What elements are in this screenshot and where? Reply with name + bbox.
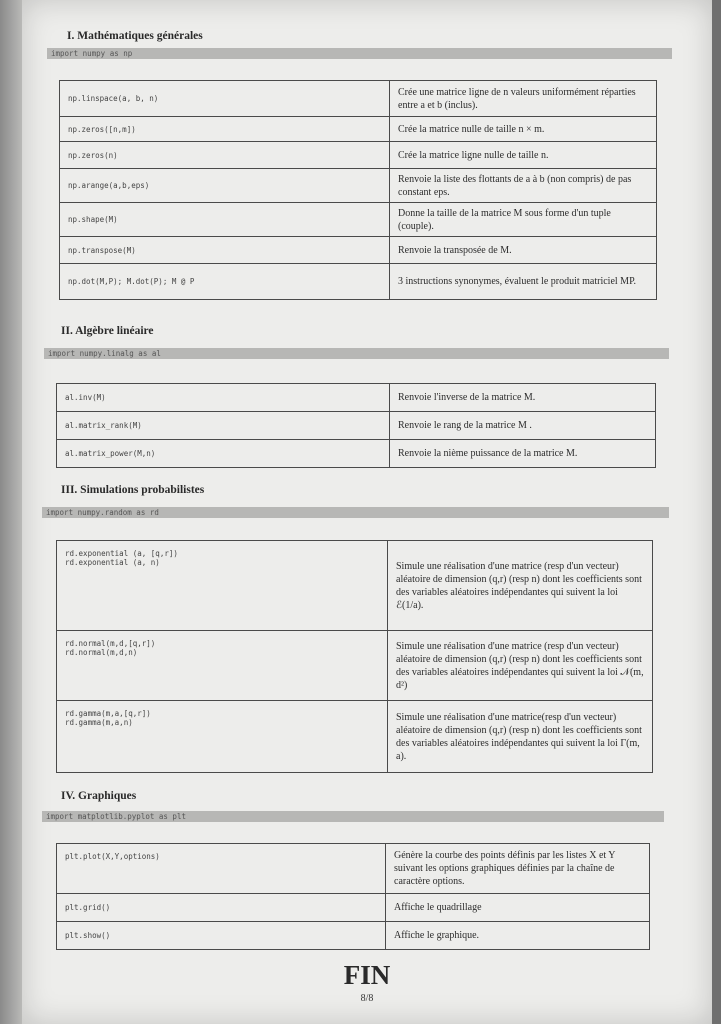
page-number: 8/8 — [360, 993, 374, 1004]
code-cell: rd.gamma(m,a,[q,r]) rd.gamma(m,a,n) — [57, 701, 388, 773]
table-probability — [56, 540, 653, 773]
description-cell: Renvoie la liste des flottants de a à b (non compris) de pas constant eps. — [390, 169, 657, 203]
table-row — [57, 440, 656, 468]
section-title-math: I. Mathématiques générales — [67, 30, 203, 42]
table-row — [60, 264, 657, 300]
table-row — [57, 844, 650, 894]
description-cell: Crée la matrice ligne nulle de taille n. — [390, 142, 657, 169]
section-title-graphics: IV. Graphiques — [61, 790, 137, 802]
page-edge — [0, 0, 22, 1024]
table-row — [60, 237, 657, 264]
code-cell: np.transpose(M) — [60, 237, 390, 264]
description-cell: Simule une réalisation d'une matrice (resp d'un vecteur) aléatoire de dimension (q,r) (resp n) dont les coefficients sont des variables aléatoires indépendantes qui suivent la loi ℰ(1/a). — [388, 541, 653, 631]
code-cell: np.linspace(a, b, n) — [60, 81, 390, 117]
table-row — [57, 922, 650, 950]
code-cell: al.inv(M) — [57, 384, 390, 412]
description-cell: 3 instructions synonymes, évaluent le produit matriciel MP. — [390, 264, 657, 300]
description-cell: Affiche le quadrillage — [386, 894, 650, 922]
description-cell: Donne la taille de la matrice M sous forme d'un tuple (couple). — [390, 203, 657, 237]
code-cell: np.zeros([n,m]) — [60, 117, 390, 142]
table-row — [57, 894, 650, 922]
description-cell: Crée une matrice ligne de n valeurs uniformément réparties entre a et b (inclus). — [390, 81, 657, 117]
code-cell: rd.normal(m,d,[q,r]) rd.normal(m,d,n) — [57, 631, 388, 701]
code-cell: np.dot(M,P); M.dot(P); M @ P — [60, 264, 390, 300]
code-cell: plt.grid() — [57, 894, 386, 922]
code-cell: rd.exponential (a, [q,r]) rd.exponential (a, n) — [57, 541, 388, 631]
description-cell: Renvoie l'inverse de la matrice M. — [390, 384, 656, 412]
document-page — [22, 0, 712, 1024]
import-line-linalg: import numpy.linalg as al — [44, 348, 669, 359]
description-cell: Génère la courbe des points définis par les listes X et Y suivant les options graphiques définies par la chaîne de caractère options. — [386, 844, 650, 894]
description-cell: Renvoie le rang de la matrice M . — [390, 412, 656, 440]
code-cell: np.zeros(n) — [60, 142, 390, 169]
description-cell: Renvoie la transposée de M. — [390, 237, 657, 264]
table-row — [60, 117, 657, 142]
code-cell: plt.plot(X,Y,options) — [57, 844, 386, 894]
description-cell: Simule une réalisation d'une matrice (resp d'un vecteur) aléatoire de dimension (q,r) (resp n) dont les coefficients sont des variables aléatoires indépendantes qui suivent la loi 𝒩(m, d²) — [388, 631, 653, 701]
description-cell: Renvoie la nième puissance de la matrice M. — [390, 440, 656, 468]
code-cell: al.matrix_rank(M) — [57, 412, 390, 440]
description-cell: Simule une réalisation d'une matrice(resp d'un vecteur) aléatoire de dimension (q,r) (resp n) dont les coefficients sont des variables aléatoires indépendantes qui suivent la loi Γ(m, a). — [388, 701, 653, 773]
table-linear-algebra — [56, 383, 656, 468]
table-graphics — [56, 843, 650, 950]
section-title-probability: III. Simulations probabilistes — [61, 484, 205, 496]
table-row — [60, 81, 657, 117]
code-cell: plt.show() — [57, 922, 386, 950]
import-line-numpy: import numpy as np — [47, 48, 672, 59]
import-line-pyplot: import matplotlib.pyplot as plt — [42, 811, 664, 822]
end-marker: FIN — [343, 960, 391, 990]
table-math — [59, 80, 657, 300]
code-cell: np.arange(a,b,eps) — [60, 169, 390, 203]
table-row — [57, 384, 656, 412]
description-cell: Crée la matrice nulle de taille n × m. — [390, 117, 657, 142]
code-cell: np.shape(M) — [60, 203, 390, 237]
table-row — [60, 169, 657, 203]
table-row — [57, 541, 653, 631]
code-cell: al.matrix_power(M,n) — [57, 440, 390, 468]
table-row — [57, 412, 656, 440]
table-row — [60, 203, 657, 237]
import-line-random: import numpy.random as rd — [42, 507, 669, 518]
description-cell: Affiche le graphique. — [386, 922, 650, 950]
section-title-linear-algebra: II. Algèbre linéaire — [61, 325, 154, 337]
table-row — [57, 631, 653, 701]
table-row — [60, 142, 657, 169]
table-row — [57, 701, 653, 773]
